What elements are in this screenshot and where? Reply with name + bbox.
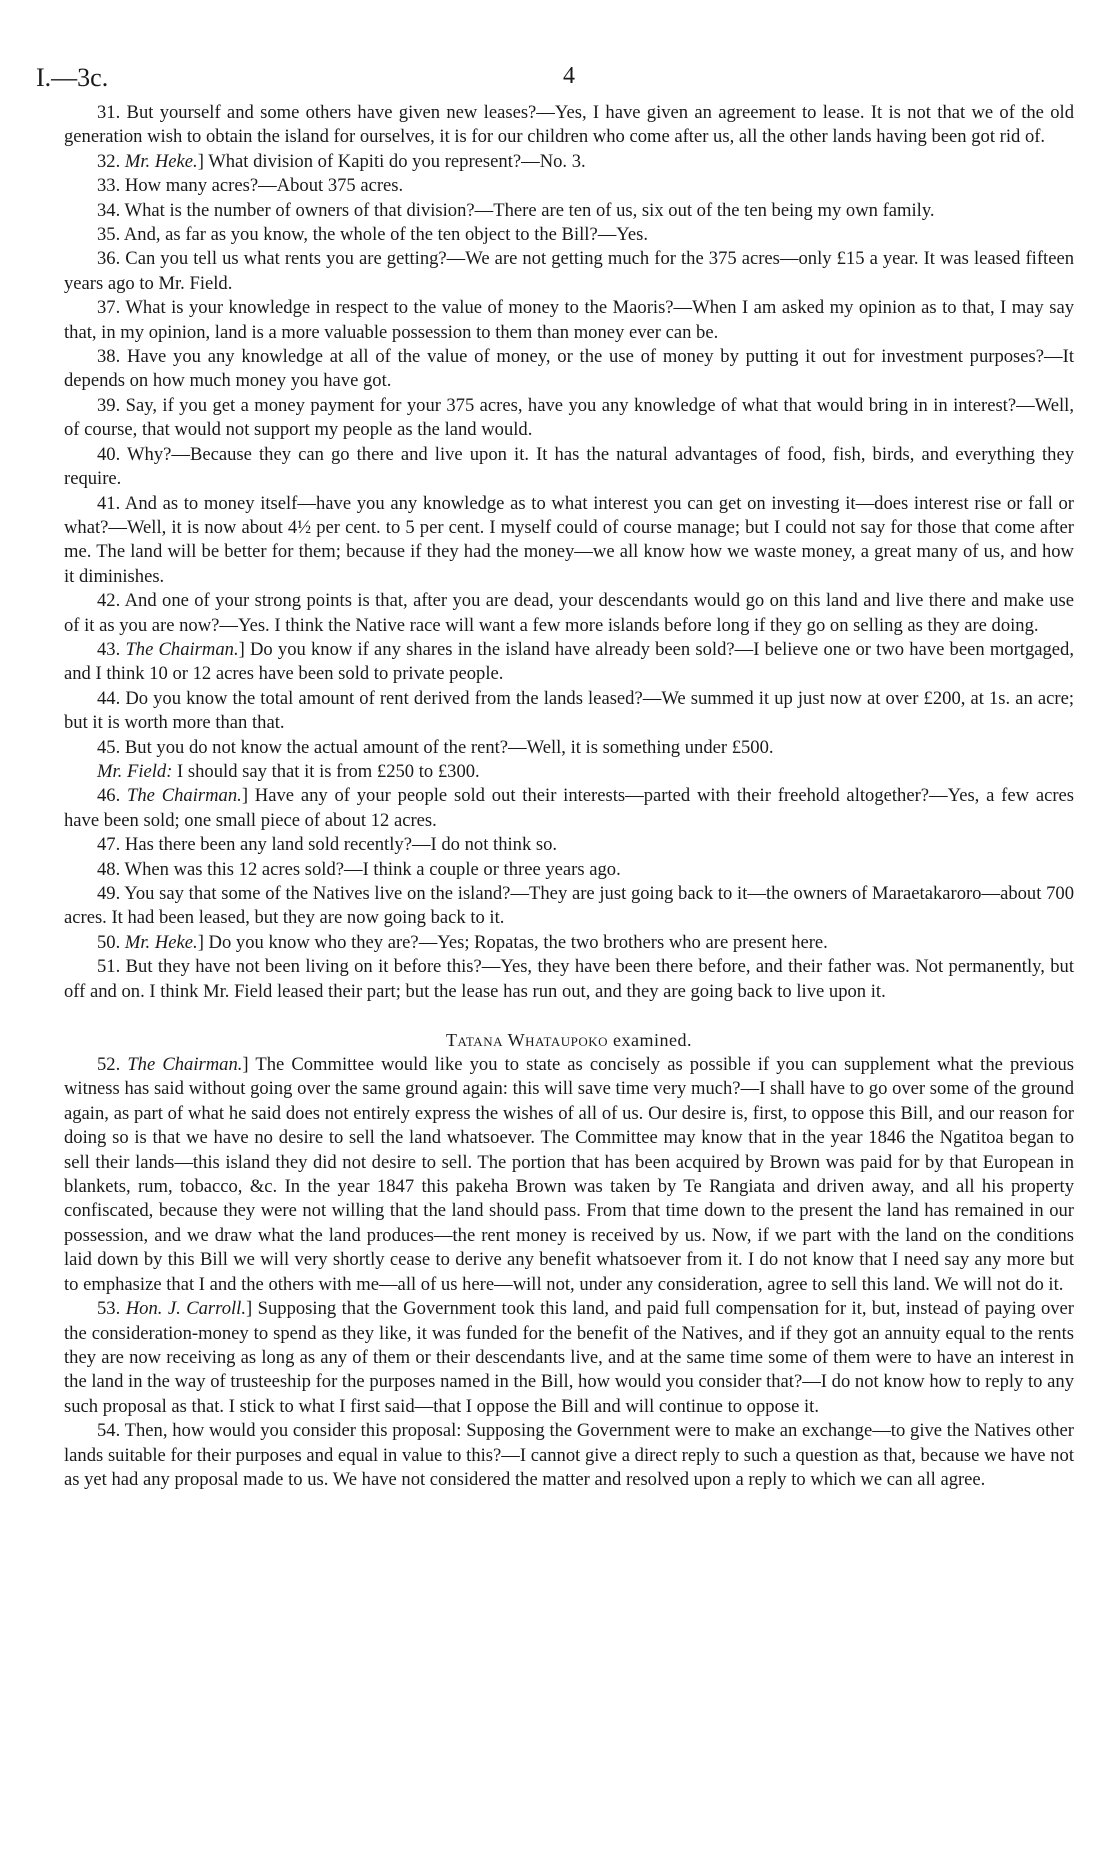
paragraph-text: 53. bbox=[97, 1298, 126, 1320]
question-paragraph bbox=[64, 101, 1074, 150]
document-reference: I.—3c. bbox=[36, 63, 109, 92]
testimony-block-2 bbox=[64, 1053, 1074, 1492]
paragraph-text: 34. What is the number of owners of that division?—There are ten of us, six out of the ten being my own family. bbox=[97, 199, 935, 221]
question-paragraph bbox=[64, 223, 1074, 247]
question-paragraph bbox=[64, 760, 1074, 784]
paragraph-text: 46. bbox=[97, 785, 128, 807]
paragraph-text: ] What division of Kapiti do you represent?—No. 3. bbox=[197, 150, 586, 172]
speaker-name: The Chairman. bbox=[127, 785, 242, 807]
speaker-name: Hon. J. Carroll. bbox=[125, 1298, 246, 1320]
paragraph-text: 38. Have you any knowledge at all of the value of money, or the use of money by putting it out for investment purposes?—It depends on how much money you have got. bbox=[64, 346, 1074, 392]
question-paragraph bbox=[64, 833, 1074, 857]
paragraph-text: 31. But yourself and some others have given new leases?—Yes, I have given an agreement to lease. It is not that we of the old generation wish to obtain the island for ourselves, it is for our children who come after us, all the other lands having been got rid of. bbox=[64, 102, 1074, 148]
witness-name: Tatana Whataupoko bbox=[445, 1030, 609, 1051]
speaker-name: Mr. Field: bbox=[97, 760, 173, 782]
question-paragraph bbox=[64, 296, 1074, 345]
question-paragraph bbox=[64, 784, 1074, 833]
paragraph-text: 42. And one of your strong points is that, after you are dead, your descendants would go on this land and live there and make use of it as you are now?—Yes. I think the Native race will want a few more islands before long if they go on selling as they are doing. bbox=[64, 590, 1074, 636]
question-paragraph bbox=[64, 150, 1074, 174]
question-paragraph bbox=[64, 247, 1074, 296]
paragraph-text: ] Do you know who they are?—Yes; Ropatas, the two brothers who are present here. bbox=[197, 931, 828, 953]
question-paragraph bbox=[64, 345, 1074, 394]
question-paragraph bbox=[64, 858, 1074, 882]
paragraph-text: 45. But you do not know the actual amount of the rent?—Well, it is something under £500. bbox=[97, 736, 774, 758]
paragraph-text: ] Supposing that the Government took this land, and paid full compensation for it, but, instead of paying over the consideration-money to spend as they like, it was funded for the benefit of the Natives, and if they got an annuity equal to the rents they are now receiving as long as any of them or their descendants live, and at the same time some of them were to have an interest in the land in the way of trusteeship for the purposes named in the Bill, how would you consider that?—I do not know how to reply to any such proposal as that. I stick to what I first said—that I oppose the Bill and will continue to oppose it. bbox=[64, 1298, 1074, 1417]
question-paragraph bbox=[64, 1053, 1074, 1297]
witness-heading bbox=[64, 1030, 1074, 1051]
paragraph-text: 49. You say that some of the Natives live on the island?—They are just going back to it—the owners of Maraetakaroro—about 700 acres. It had been leased, but they are now going back to it. bbox=[64, 883, 1074, 929]
paragraph-text: 33. How many acres?—About 375 acres. bbox=[97, 175, 404, 197]
paragraph-text: 44. Do you know the total amount of rent derived from the lands leased?—We summed it up just now at over £200, at 1s. an acre; but it is worth more than that. bbox=[64, 687, 1074, 734]
speaker-name: The Chairman. bbox=[125, 638, 239, 660]
paragraph-text: 39. Say, if you get a money payment for your 375 acres, have you any knowledge of what that would bring in in interest?—Well, of course, that would not support my people as the land would. bbox=[64, 394, 1074, 441]
paragraph-text: ] Do you know if any shares in the island have already been sold?—I believe one or two have been mortgaged, and I think 10 or 12 acres have been sold to private people. bbox=[64, 638, 1075, 685]
paragraph-text: 50. bbox=[97, 931, 125, 953]
paragraph-text: 52. bbox=[97, 1054, 128, 1076]
paragraph-text: ] Have any of your people sold out their interests—parted with their freehold altogether?—Yes, a few acres have been sold; one small piece of about 12 acres. bbox=[64, 785, 1075, 831]
paragraph-text: 37. What is your knowledge in respect to the value of money to the Maoris?—When I am asked my opinion as to that, I may say that, in my opinion, land is a more valuable possession to them than money ever can be. bbox=[64, 297, 1074, 343]
paragraph-text: I should say that it is from £250 to £300. bbox=[172, 760, 480, 782]
paragraph-text: 35. And, as far as you know, the whole of the ten object to the Bill?—Yes. bbox=[97, 224, 649, 246]
paragraph-text: 43. bbox=[97, 638, 126, 660]
question-paragraph bbox=[64, 687, 1074, 736]
question-paragraph bbox=[64, 1419, 1074, 1492]
page-number: 4 bbox=[563, 63, 575, 89]
witness-heading-suffix: examined. bbox=[608, 1030, 693, 1051]
paragraph-text: 54. Then, how would you consider this proposal: Supposing the Government were to make an exchange—to give the Natives other lands suitable for their purposes and equal in value to this?—I cannot give a direct reply to such a question as that, because we have not as yet had any proposal made to us. We have not considered the matter and resolved upon a reply to which we can all agree. bbox=[64, 1420, 1074, 1490]
speaker-name: Mr. Heke. bbox=[124, 150, 198, 172]
testimony-block-1 bbox=[64, 101, 1074, 1004]
page-header bbox=[36, 55, 1074, 101]
paragraph-text: 36. Can you tell us what rents you are getting?—We are not getting much for the 375 acres—only £15 a year. It was leased fifteen years ago to Mr. Field. bbox=[64, 248, 1074, 294]
question-paragraph bbox=[64, 638, 1074, 687]
paragraph-text: 40. Why?—Because they can go there and live upon it. It has the natural advantages of food, fish, birds, and everything they require. bbox=[64, 443, 1074, 490]
question-paragraph bbox=[64, 882, 1074, 931]
question-paragraph bbox=[64, 589, 1074, 638]
question-paragraph bbox=[64, 931, 1074, 955]
paragraph-text: 32. bbox=[97, 150, 125, 172]
paragraph-text: 48. When was this 12 acres sold?—I think a couple or three years ago. bbox=[97, 858, 621, 880]
question-paragraph bbox=[64, 174, 1074, 198]
speaker-name: Mr. Heke. bbox=[124, 931, 198, 953]
question-paragraph bbox=[64, 955, 1074, 1004]
paragraph-text: ] The Committee would like you to state as concisely as possible if you can supplement what the previous witness has said without going over the same ground again: this will save time very much?—I shall have to go over some of the ground again, as part of what he said does not entirely express the wishes of all of us. Our desire is, first, to oppose this Bill, and our reason for doing so is that we have no desire to sell the land whatsoever. The Committee may know that in the year 1846 the Ngatitoa began to sell their lands—this island they did not desire to sell. The portion that has been acquired by Brown was paid for by that European in blankets, rum, tobacco, &c. In the year 1847 this pakeha Brown was taken by Te Rangiata and driven away, and all his property confiscated, because they were not willing that the land should pass. From that time down to the present the land has remained in our possession, and we draw what the land produces—the rent money is received by us. Now, if we part with the land on the conditions laid down by this Bill we will very shortly cease to derive any benefit whatsoever from it. I do not know that I need say any more but to emphasize that I and the others with me—all of us here—will not, under any consideration, agree to sell this land. We will not do it. bbox=[64, 1054, 1075, 1295]
paragraph-text: 51. But they have not been living on it before this?—Yes, they have been there before, and their father was. Not permanently, but off and on. I think Mr. Field leased their part; but the lease has run out, and they are going back to live upon it. bbox=[64, 956, 1074, 1002]
paragraph-text: 41. And as to money itself—have you any knowledge as to what interest you can get on investing it—does interest rise or fall or what?—Well, it is now about 4½ per cent. to 5 per cent. I myself could of course manage; but I could not say for those that come after me. The land will be better for them; because if they had the money—we all know how we waste money, a great many of us, and how it diminishes. bbox=[64, 492, 1074, 587]
question-paragraph bbox=[64, 736, 1074, 760]
question-paragraph bbox=[64, 1297, 1074, 1419]
question-paragraph bbox=[64, 443, 1074, 492]
question-paragraph bbox=[64, 492, 1074, 590]
question-paragraph bbox=[64, 199, 1074, 223]
question-paragraph bbox=[64, 394, 1074, 443]
paragraph-text: 47. Has there been any land sold recently?—I do not think so. bbox=[97, 834, 558, 856]
speaker-name: The Chairman. bbox=[127, 1054, 243, 1076]
